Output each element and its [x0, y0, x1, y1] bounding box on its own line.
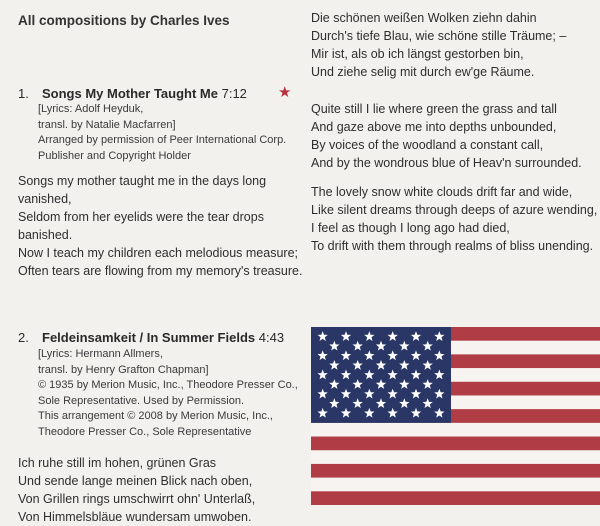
track-1-duration: 7:12 — [221, 86, 247, 101]
lyric-line: vanished, — [18, 192, 72, 206]
lyric-line: The lovely snow white clouds drift far and wide, — [311, 185, 573, 199]
track-2-title: Feldeinsamkeit / In Summer Fields — [42, 330, 256, 345]
credit-line: © 1935 by Merion Music, Inc., Theodore Presser Co., — [38, 379, 298, 391]
lyric-line: Und sende lange meinen Blick nach oben, — [18, 474, 253, 488]
track-1-lyrics — [18, 172, 302, 280]
track-1-title: Songs My Mother Taught Me — [42, 86, 218, 101]
lyric-line: Songs my mother taught me in the days long — [18, 174, 267, 188]
lyric-line: Und ziehe selig mit durch ew'ge Räume. — [311, 65, 535, 79]
flag-stripe — [311, 464, 600, 478]
credit-line: transl. by Henry Grafton Chapman] — [38, 363, 209, 376]
lyric-line: By voices of the woodland a constant call, — [311, 138, 544, 152]
english-lyrics-block-2 — [311, 183, 597, 255]
lyric-line: Die schönen weißen Wolken ziehn dahin — [311, 11, 537, 25]
credit-line: [Lyrics: Hermann Allmers, — [38, 348, 163, 360]
lyric-line: Von Himmelsbläue wundersam umwoben. — [18, 510, 252, 524]
lyric-line: Seldom from her eyelids were the tear drops — [18, 210, 264, 224]
track-2-lyrics — [18, 454, 255, 526]
lyric-line: banished. — [18, 228, 73, 242]
track-2-header — [18, 330, 284, 345]
credit-line: Arranged by permission of Peer International Corp. — [38, 134, 287, 146]
lyric-line: And gaze above me into depths unbounded, — [311, 120, 557, 134]
credit-line: Theodore Presser Co., Sole Representative — [38, 425, 252, 438]
credit-line: transl. by Natalie Macfarren] — [38, 118, 176, 131]
lyric-line: Often tears are flowing from my memory's treasure. — [18, 264, 303, 278]
flag-stripe — [311, 450, 600, 464]
credit-line: Sole Representative. Used by Permission. — [38, 394, 245, 407]
track-2-credits — [38, 347, 298, 440]
lyric-line: Now I teach my children each melodious measure; — [18, 246, 298, 260]
english-lyrics-block-1 — [311, 100, 582, 172]
flag-stripe — [311, 423, 600, 437]
lyric-line: I feel as though I long ago had died, — [311, 221, 510, 235]
lyric-line: Ich ruhe still im hohen, grünen Gras — [18, 456, 217, 470]
lyric-line: To drift with them through realms of bliss unending. — [311, 239, 594, 253]
lyric-line: Durch's tiefe Blau, wie schöne stille Träume; – — [311, 29, 567, 43]
track-2-number: 2. — [18, 330, 29, 345]
track-1-header — [18, 86, 247, 101]
page-heading: All compositions by Charles Ives — [18, 13, 230, 28]
credit-line: Publisher and Copyright Holder — [38, 149, 191, 162]
star-icon: ★ — [278, 84, 292, 101]
lyric-line: Mir ist, als ob ich längst gestorben bin, — [311, 47, 524, 61]
flag-stripe — [311, 437, 600, 451]
credit-line: [Lyrics: Adolf Heyduk, — [38, 103, 144, 115]
credit-line: This arrangement © 2008 by Merion Music, Inc., — [38, 410, 273, 422]
lyric-line: Von Grillen rings umschwirrt ohn' Unterlaß, — [18, 492, 256, 506]
flag-stripe — [311, 491, 600, 505]
german-lyrics-block — [311, 9, 566, 81]
track-1-number: 1. — [18, 86, 29, 101]
flag-stripe — [311, 478, 600, 492]
track-2-duration: 4:43 — [258, 330, 285, 345]
track-1-credits — [38, 102, 286, 164]
lyric-line: Like silent dreams through deeps of azure wending, — [311, 203, 598, 217]
lyric-line: And by the wondrous blue of Heav'n surrounded. — [311, 156, 582, 170]
american-flag-image — [311, 327, 600, 505]
lyric-line: Quite still I lie where green the grass and tall — [311, 102, 557, 116]
